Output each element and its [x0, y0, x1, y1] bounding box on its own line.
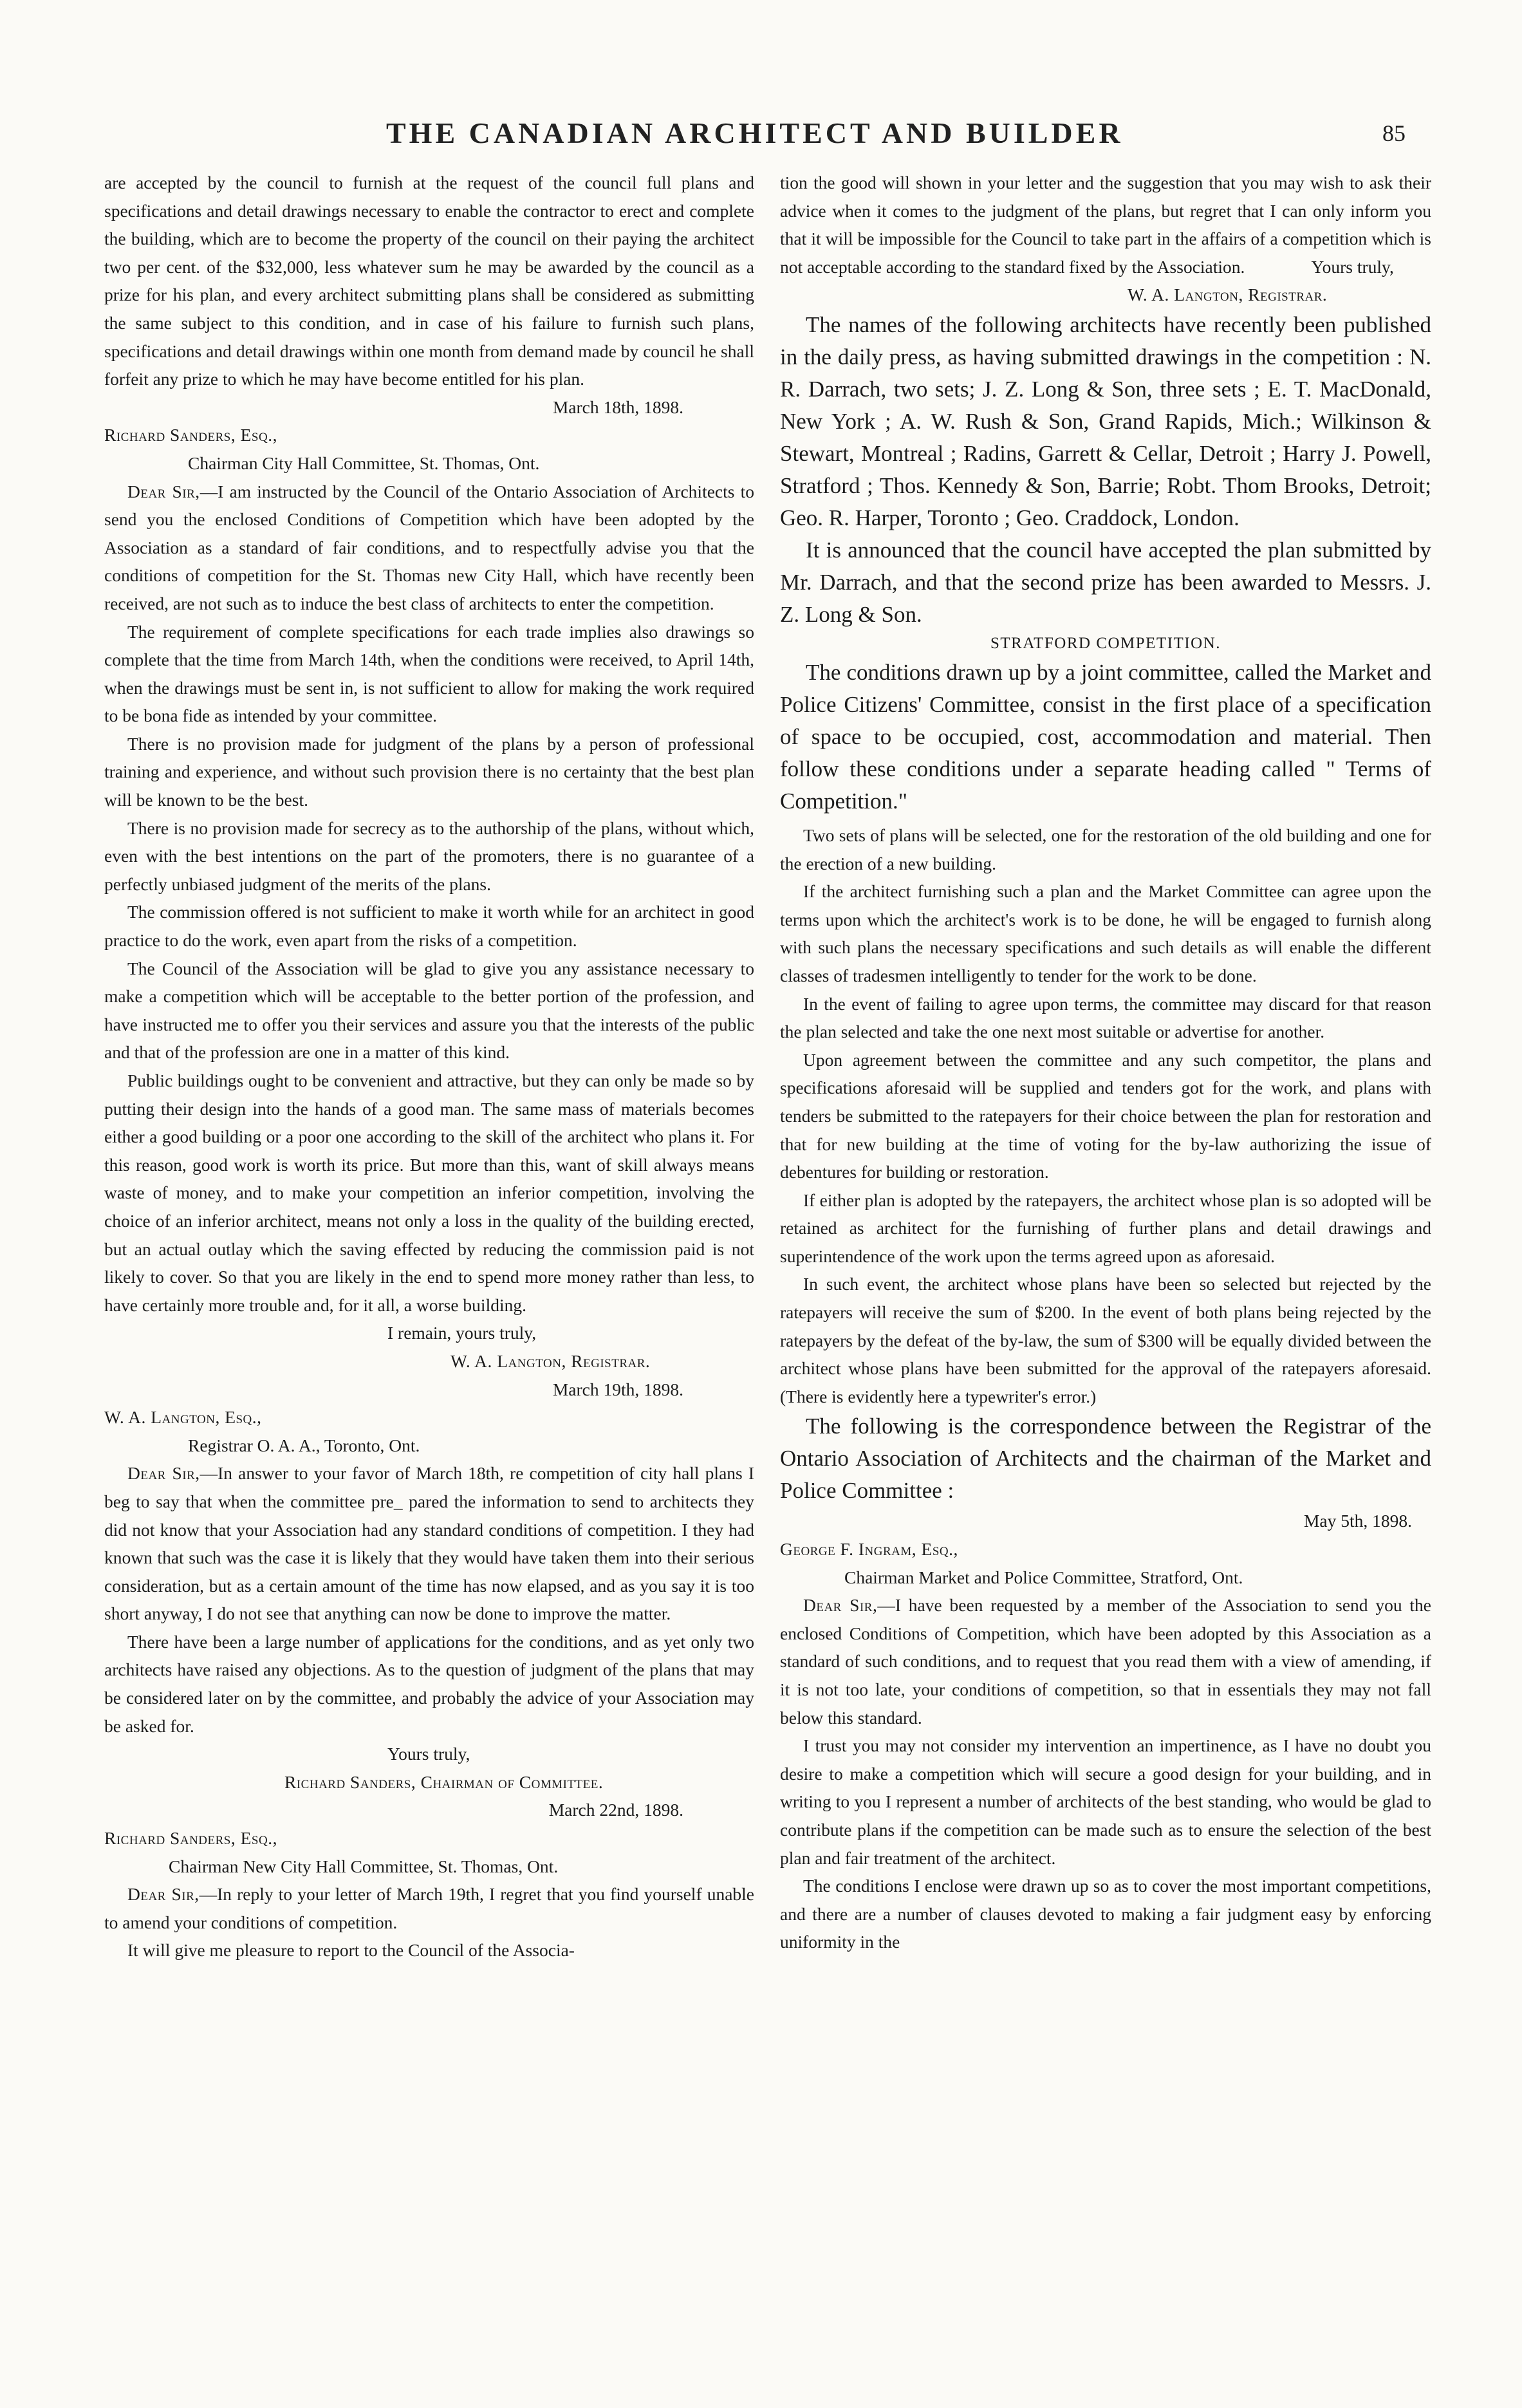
terms-paragraph: If either plan is adopted by the ratepayers, the architect whose plan is so adopted will be retained as architect for the furnishing of further plans and detail drawings and superintendence of the work upon the terms agreed upon as aforesaid. [780, 1190, 1431, 1266]
paragraph-large: The conditions drawn up by a joint committee, called the Market and Police Citizens' Committee, consist in the first place of a specification of space to be occupied, cost, accommodation and material. Then follow these conditions under a separate heading called " Terms of Competition." [780, 659, 1431, 814]
left-column [104, 169, 754, 1965]
letter-closing: Yours truly, [387, 1744, 470, 1764]
paragraph-large: The following is the correspondence between the Registrar of the Ontario Association of Architects and the chairman of the Market and Police Committee : [780, 1414, 1431, 1504]
letter-paragraph [104, 1459, 754, 1628]
paragraph [780, 169, 1431, 281]
letter-text: —I have been requested by a member of the Association to send you the enclosed Conditions of Competition, which have been adopted by this Association as a standard of such conditions, and to request that you read them with a view of amending, if it is not too late, your conditions of competition, so that in essentials they may not fall below this standard. [780, 1595, 1431, 1728]
letter-paragraph: The Council of the Association will be glad to give you any assistance necessary to make a competition which will be acceptable to the better portion of the profession, and have instructed me to offer you their services and assure you that the interests of the public and that of the profession are one in a matter of this kind. [104, 958, 754, 1063]
letter-text: —In reply to your letter of March 19th, I regret that you find yourself unable to amend your conditions of competition. [104, 1884, 754, 1932]
letter-text: —I am instructed by the Council of the Ontario Association of Architects to send you the enclosed Conditions of Competition which have been adopted by the Association as a standard of fair conditions, and to respectfully advise you that the conditions of competition for the St. Thomas new City Hall, which have recently been received, are not such as to induce the best class of architects to enter the competition. [104, 481, 755, 613]
letter-text: tion the good will shown in your letter and the suggestion that you may wish to ask their advice when it comes to the judgment of the plans, but regret that I can only inform you that it will be impossible for the Council to take part in the affairs of a competition which is not acceptable according to the standard fixed by the Association. [780, 173, 1431, 277]
paragraph-large: It is announced that the council have accepted the plan submitted by Mr. Darrach, and that the second prize has been awarded to Messrs. J. Z. Long & Son. [780, 537, 1431, 627]
salutation: Dear Sir, [803, 1595, 878, 1616]
salutation: Dear Sir, [127, 481, 200, 501]
terms-paragraph: Upon agreement between the committee and any such competitor, the plans and specifications aforesaid will be supplied and tenders got for the work, and plans with tenders be submitted to the ratepayers for their choice between the plan for restoration and that for new building at the time of voting for the by-law authorizing the issue of debentures for building or restoration. [780, 1049, 1431, 1182]
letter-closing: Yours truly, [1311, 256, 1394, 277]
letter-addressee-title: Registrar O. A. A., Toronto, Ont. [188, 1435, 420, 1455]
terms-paragraph: In the event of failing to agree upon terms, the committee may discard for that reason the plan selected and take the one next most suitable or advertise for another. [780, 993, 1431, 1042]
letter-signature: W. A. Langton, Registrar. [1128, 285, 1328, 305]
letter-paragraph: The conditions I enclose were drawn up so as to cover the most important competitions, and there are a number of clauses devoted to making a fair judgment easy by enforcing uniformity in the [780, 1876, 1431, 1952]
letter-addressee: W. A. Langton, Esq., [104, 1407, 262, 1428]
right-column [780, 169, 1431, 1956]
letter-signature: Richard Sanders, Chairman of Committee. [284, 1771, 604, 1792]
terms-paragraph: Two sets of plans will be selected, one for the restoration of the old building and one for the erection of a new building. [780, 825, 1431, 873]
section-heading: STRATFORD COMPETITION. [990, 634, 1221, 652]
letter-paragraph: There have been a large number of applications for the conditions, and as yet only two architects have raised any objections. As to the question of judgment of the plans that may be considered later on by the committee, and probably the advice of your Association may be asked for. [104, 1631, 754, 1736]
running-title: THE CANADIAN ARCHITECT AND BUILDER [386, 117, 1124, 149]
letter-text: —In answer to your favor of March 18th, re competition of city hall plans I beg to say that when the committee pre_ pared the information to send to architects they did not know that your Association had any standard conditions of competition. I they had known that such was the case it is likely that they would have taken them into their serious consideration, but as a certain amount of the time has now elapsed, and as you say it is too short anyway, I do not see that anything can now be done to improve the matter. [104, 1463, 754, 1624]
letter-paragraph: I trust you may not consider my intervention an impertinence, as I have no doubt you desire to make a competition which will secure a good design for your building, and in writing to you I represent a number of architects of the best standing, who would be glad to contribute plans if the competition can be made such as to ensure the selection of the best plan and fair treatment of the architect. [780, 1735, 1431, 1868]
letter-addressee: George F. Ingram, Esq., [780, 1539, 958, 1560]
letter-paragraph: The requirement of complete specifications for each trade implies also drawings so complete that the time from March 14th, when the conditions were received, to April 14th, when the drawings must be sent in, is not sufficient to allow for making the work required to be bona fide as intended by your committee. [104, 621, 754, 726]
letter-date: March 22nd, 1898. [548, 1800, 683, 1820]
letter-paragraph: There is no provision made for secrecy as to the authorship of the plans, without which, even with the best intentions on the part of the promoters, there is no guarantee of a perfectly unbiased judgment of the merits of the plans. [104, 817, 754, 894]
letter-paragraph: It will give me pleasure to report to the Council of the Associa- [127, 1940, 575, 1961]
letter-paragraph: There is no provision made for judgment of the plans by a person of professional training and experience, and without such provision there is no certainty that the best plan will be known to be the best. [104, 733, 754, 810]
letter-date: May 5th, 1898. [1303, 1511, 1412, 1531]
letter-paragraph [104, 1880, 754, 1936]
letter-addressee-title: Chairman Market and Police Committee, Stratford, Ont. [844, 1567, 1243, 1587]
paragraph: are accepted by the council to furnish at the request of the council full plans and specifications and detail drawings necessary to enable the contractor to erect and complete the building, which are to become the property of the council on their paying the architect two per cent. of the $32,000, less whatever sum he may be awarded by the council as a prize for his plan, and every architect submitting plans shall be considered as submitting the same subject to this condition, and in case of his failure to furnish such plans, specifications and detail drawings within one month from demand made by council he shall forfeit any prize to which he may have become entitled for his plan. [104, 173, 754, 389]
letter-paragraph: Public buildings ought to be convenient and attractive, but they can only be made so by putting their design into the hands of a good man. The same mass of materials becomes either a good building or a poor one according to the skill of the architect who plans it. For this reason, good work is worth its price. But more than this, want of skill always means waste of money, and to make your competition an inferior competition, involving the choice of an inferior architect, means not only a loss in the quality of the building erected, but an actual outlay which the saving effected by reducing the commission paid is not likely to cover. So that you are likely in the end to spend more money rather than less, to have certainly more trouble and, for it all, a worse building. [104, 1070, 754, 1315]
letter-closing: I remain, yours truly, [387, 1323, 537, 1343]
letter-signature: W. A. Langton, Registrar. [450, 1350, 651, 1371]
letter-paragraph [104, 478, 754, 618]
paragraph-large: The names of the following architects have recently been published in the daily press, as having submitted drawings in the competition : N. R. Darrach, two sets; J. Z. Long & Son, three sets ; E. T. MacDonald, New York ; A. W. Rush & Son, Grand Rapids, Mich.; Wilkinson & Stewart, Montreal ; Radins, Garrett & Cellar, Detroit ; Harry J. Powell, Stratford ; Thos. Kennedy & Son, Barrie; Robt. Thom Brooks, Detroit; Geo. R. Harper, Toronto ; Geo. Craddock, London. [780, 312, 1431, 530]
terms-paragraph: If the architect furnishing such a plan and the Market Committee can agree upon the terms upon which the architect's work is to be done, he will be engaged to furnish along with such plans the necessary specifications and such details as will enable the different classes of tradesmen intelligently to tender for the work to be done. [780, 881, 1431, 985]
salutation: Dear Sir, [127, 1463, 200, 1484]
letter-addressee: Richard Sanders, Esq., [104, 1828, 277, 1849]
letter-addressee: Richard Sanders, Esq., [104, 425, 277, 445]
terms-paragraph: In such event, the architect whose plans have been so selected but rejected by the ratepayers will receive the sum of $200. In the event of both plans being rejected by the ratepayers by the defeat of the by-law, the sum of $300 will be equally divided between the architect whose plans have been submitted for the approval of the ratepayers aforesaid. (There is evidently here a typewriter's error.) [780, 1274, 1431, 1406]
letter-addressee-title: Chairman New City Hall Committee, St. Thomas, Ont. [169, 1856, 559, 1876]
letter-paragraph [780, 1591, 1431, 1731]
letter-paragraph: The commission offered is not sufficient to make it worth while for an architect in good practice to do the work, even apart from the risks of a competition. [104, 902, 754, 951]
letter-date: March 19th, 1898. [552, 1379, 683, 1399]
page-number: 85 [1382, 120, 1406, 146]
salutation: Dear Sir, [127, 1884, 200, 1905]
letter-addressee-title: Chairman City Hall Committee, St. Thomas, Ont. [188, 453, 540, 473]
letter-date: March 18th, 1898. [552, 397, 683, 417]
